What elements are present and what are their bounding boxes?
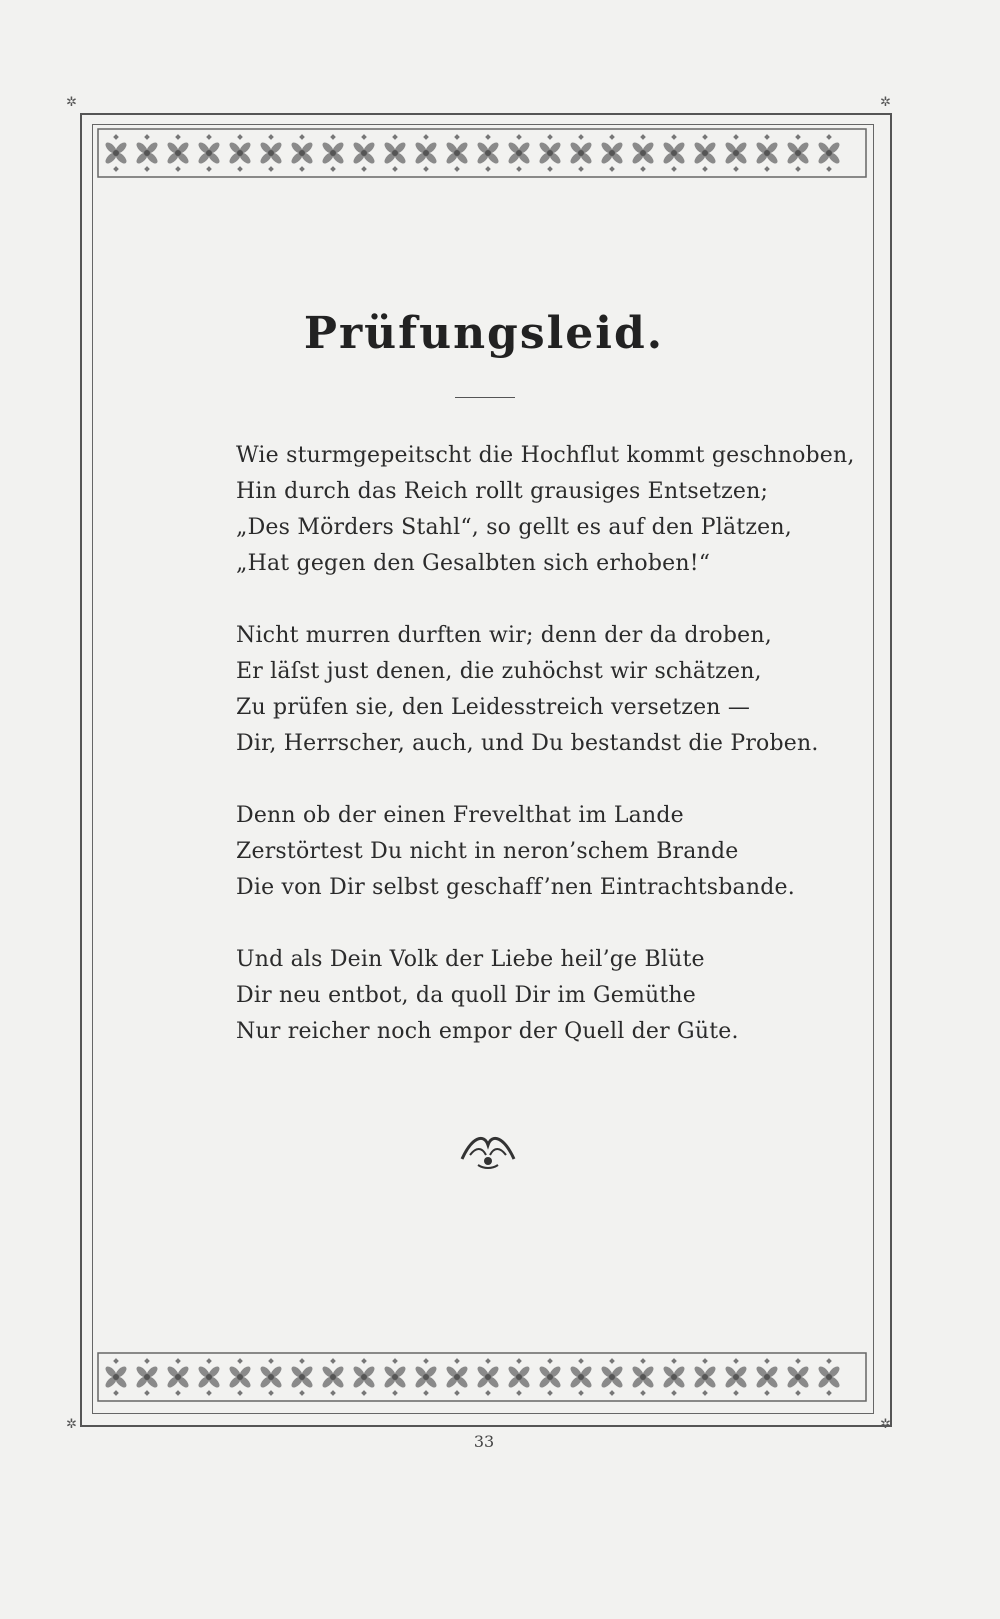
stanza xyxy=(236,798,796,906)
verse-line: „Des Mörders Stahl“, so gellt es auf den Plätzen, xyxy=(236,515,792,540)
verse-line: Zerstörtest Du nicht in neron’schem Brande xyxy=(236,839,739,864)
corner-mark-icon: ✲ xyxy=(880,1417,891,1432)
corner-mark-icon: ✲ xyxy=(880,95,891,110)
verse-line: Denn ob der einen Frevelthat im Lande xyxy=(236,803,684,828)
verse-line: Zu prüfen sie, den Leidesstreich versetzen — xyxy=(236,695,751,720)
verse-line: Dir, Herrscher, auch, und Du bestandst die Proben. xyxy=(236,731,819,756)
bottom-floral-border-icon xyxy=(97,1352,867,1402)
page-title: Prüfungsleid. xyxy=(303,308,665,359)
verse-line: Wie sturmgepeitscht die Hochflut kommt geschnoben, xyxy=(236,443,855,468)
corner-mark-icon: ✲ xyxy=(66,1417,77,1432)
top-floral-border-icon xyxy=(97,128,867,178)
stanza xyxy=(236,618,819,762)
stanza xyxy=(236,942,796,1050)
verse-line: Dir neu entbot, da quoll Dir im Gemüthe xyxy=(236,983,697,1008)
verse-line: Er läſst just denen, die zuhöchst wir schätzen, xyxy=(236,659,762,684)
floral-vignette-icon xyxy=(458,1125,518,1170)
verse-line: Die von Dir selbst geschaff’nen Eintrachtsbande. xyxy=(236,875,795,900)
corner-mark-icon: ✲ xyxy=(66,95,77,110)
verse-line: Nur reicher noch empor der Quell der Güte. xyxy=(236,1019,739,1044)
page-number: 33 xyxy=(473,1432,495,1451)
verse-line: Hin durch das Reich rollt grausiges Entsetzen; xyxy=(236,479,769,504)
stanza xyxy=(236,438,855,582)
poem xyxy=(236,438,855,1086)
verse-line: Und als Dein Volk der Liebe heil’ge Blüte xyxy=(236,947,705,972)
verse-line: „Hat gegen den Gesalbten sich erhoben!“ xyxy=(236,551,711,576)
title-divider xyxy=(455,397,515,398)
verse-line: Nicht murren durften wir; denn der da droben, xyxy=(236,623,772,648)
